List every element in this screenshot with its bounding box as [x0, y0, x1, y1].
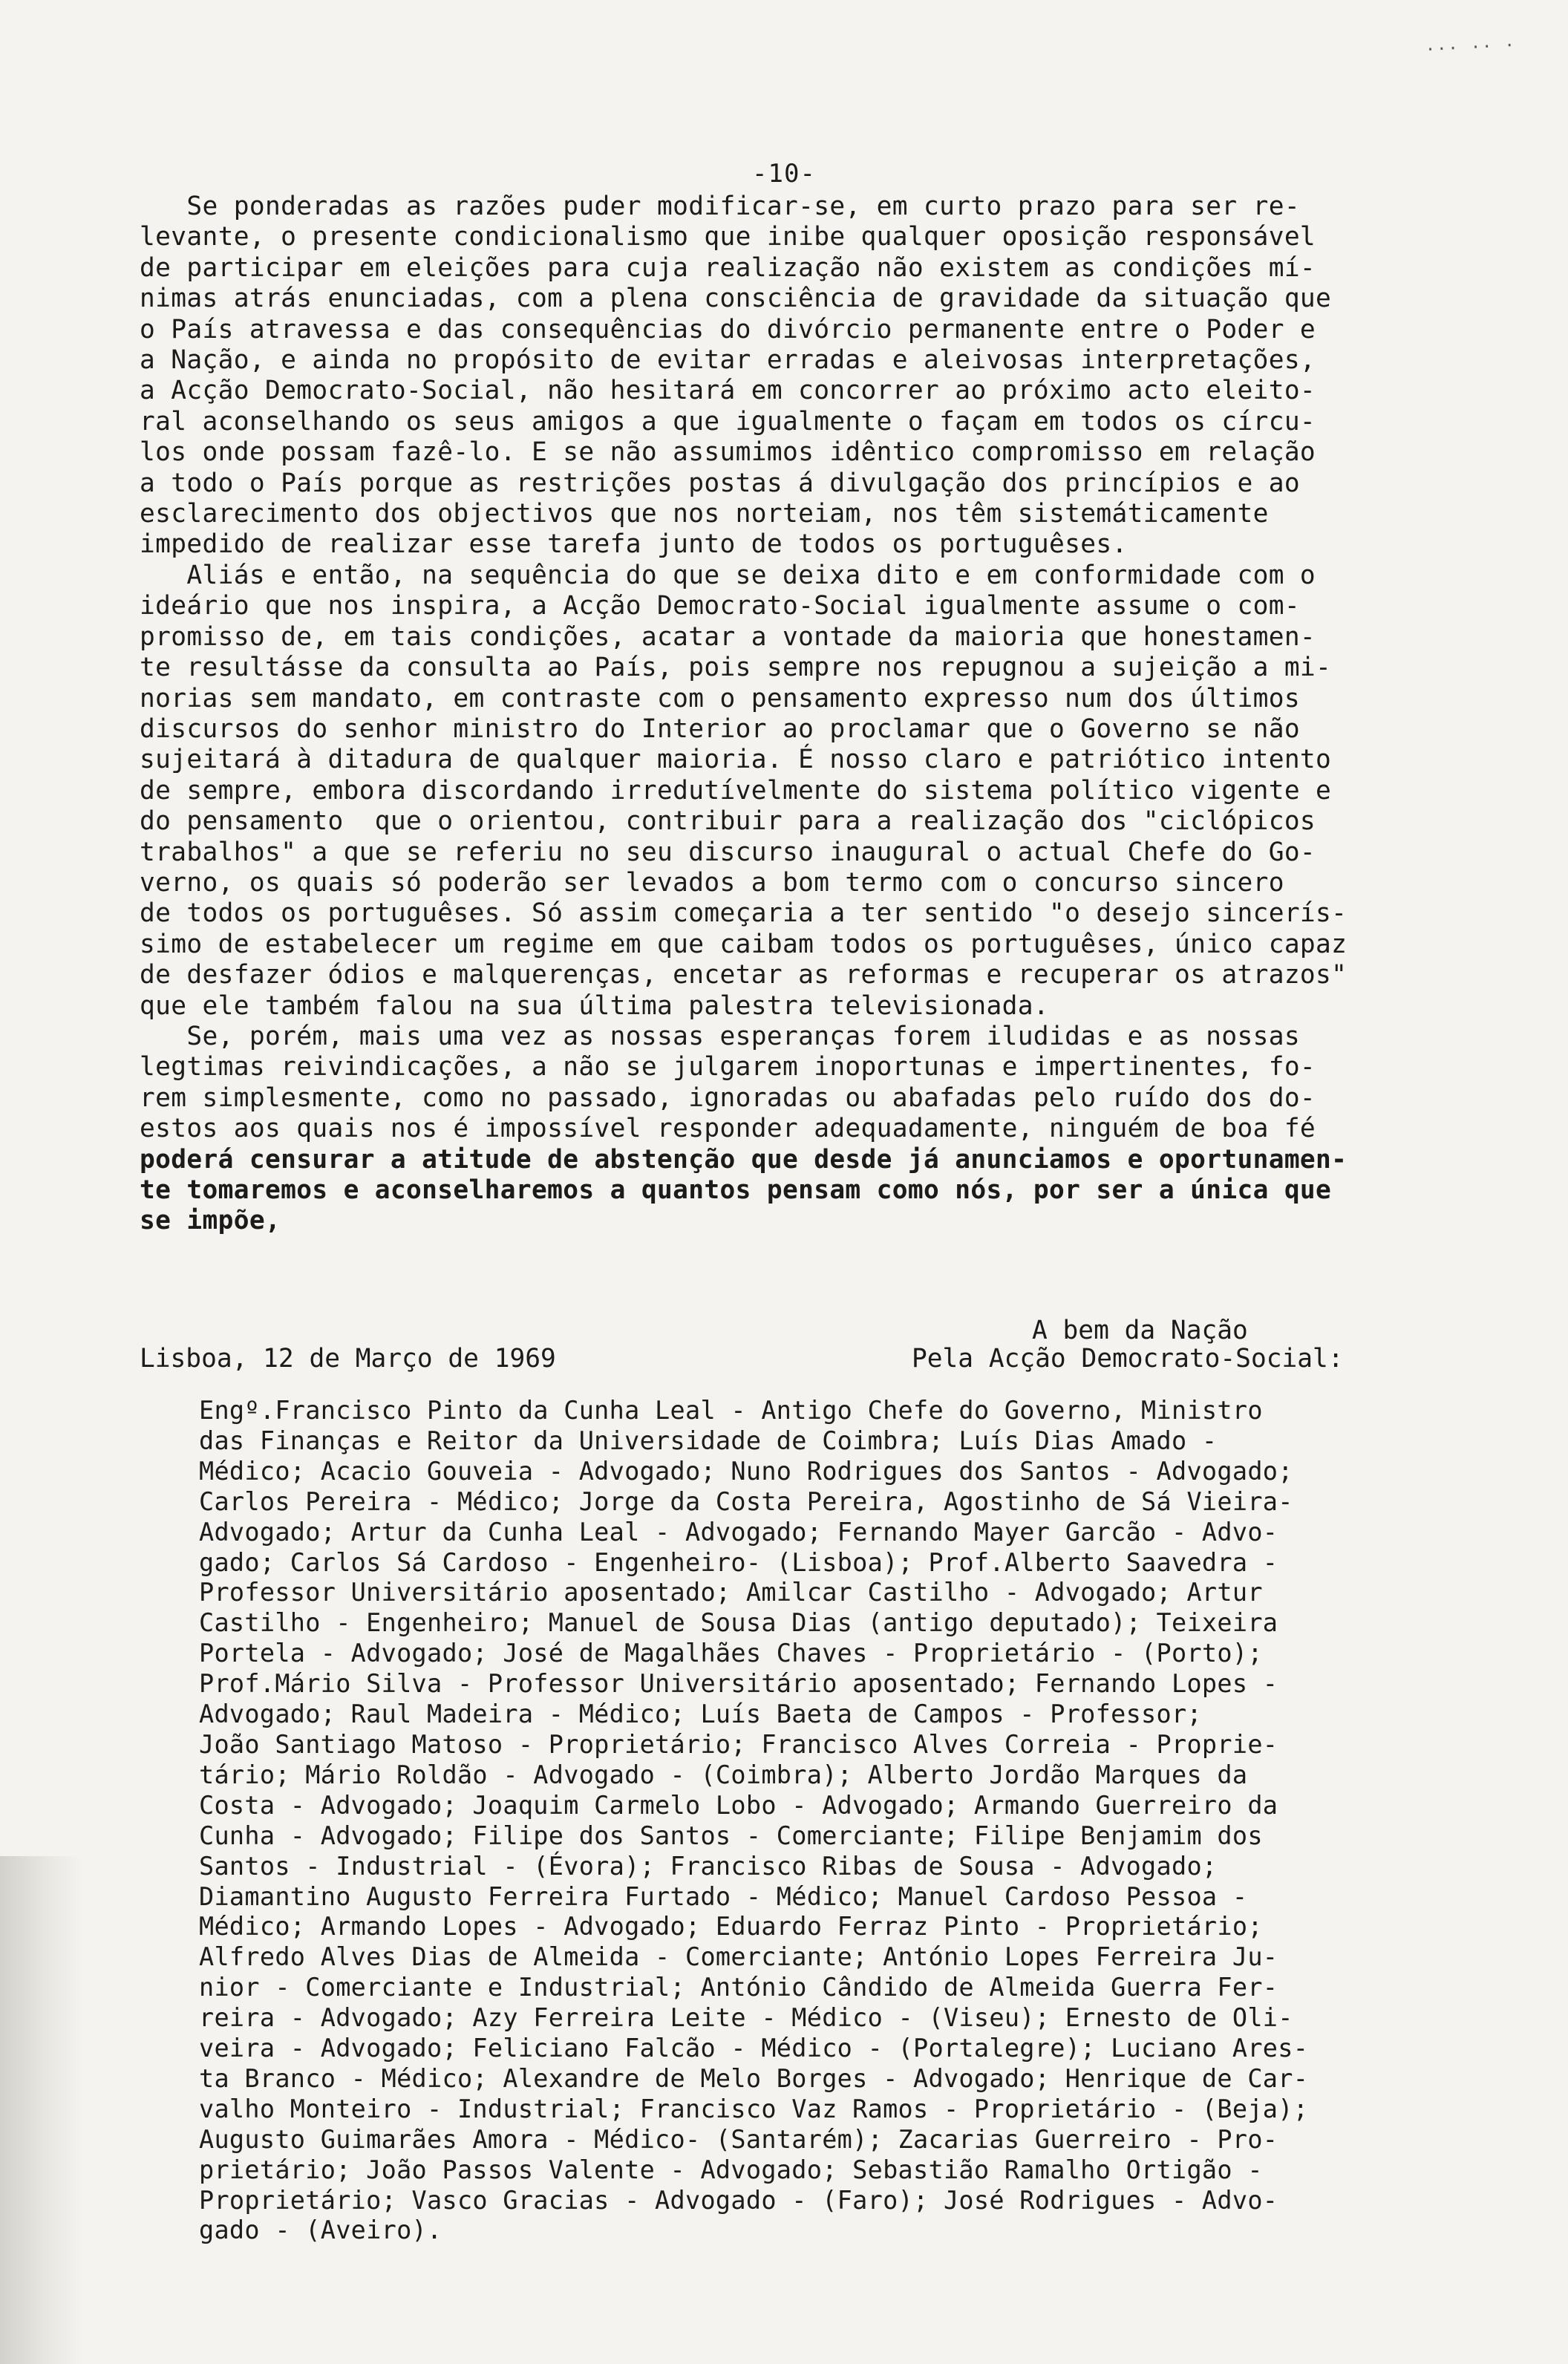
text-line: los onde possam fazê-lo. E se não assumimos idêntico compromisso em relação: [140, 437, 1316, 468]
text-line: simo de estabelecer um regime em que caibam todos os portuguêses, único capaz: [140, 929, 1348, 959]
text-line: de participar em eleições para cuja realização não existem as condições mí-: [140, 252, 1316, 283]
text-line: ideário que nos inspira, a Acção Democrato-Social igualmente assume o com-: [140, 591, 1300, 621]
bold-text-line: se impõe,: [140, 1206, 281, 1236]
text-line: Se ponderadas as razões puder modificar-se, em curto prazo para ser re-: [140, 192, 1300, 221]
text-line: sujeitará à ditadura de qualquer maioria. É nosso claro e patriótico intento: [140, 745, 1332, 775]
signed-by: Pela Acção Democrato-Social:: [912, 1344, 1344, 1374]
scan-shadow: [0, 1856, 82, 2364]
signatory-line: tário; Mário Roldão - Advogado - (Coimbra); Alberto Jordão Marques da: [199, 1760, 1248, 1789]
signatory-line: gado - (Aveiro).: [199, 2216, 442, 2245]
signatory-line: Proprietário; Vasco Gracias - Advogado - (Faro); José Rodrigues - Advo-: [199, 2185, 1278, 2215]
text-line: Se, porém, mais uma vez as nossas esperanças forem iludidas e as nossas: [140, 1021, 1300, 1051]
paragraph-2: [140, 561, 1469, 1022]
place-date: Lisboa, 12 de Março de 1969: [140, 1344, 556, 1374]
text-line: te resultásse da consulta ao País, pois sempre nos repugnou a sujeição a mi-: [140, 653, 1332, 683]
text-line: do pensamento que o orientou, contribuir para a realização dos "ciclópicos: [140, 806, 1316, 837]
text-line: trabalhos" a que se referiu no seu discurso inaugural o actual Chefe do Go-: [140, 837, 1316, 867]
corner-mark: ··· ·· ·: [1425, 36, 1517, 60]
closing-salutation: A bem da Nação: [1032, 1316, 1248, 1345]
page-number: -10-: [752, 159, 816, 189]
signatory-line: Prof.Mário Silva - Professor Universitário aposentado; Fernando Lopes -: [199, 1669, 1278, 1699]
paragraph-3: [140, 1022, 1469, 1237]
signatory-line: Diamantino Augusto Ferreira Furtado - Médico; Manuel Cardoso Pessoa -: [199, 1881, 1248, 1911]
signatory-line: Advogado; Raul Madeira - Médico; Luís Baeta de Campos - Professor;: [199, 1699, 1202, 1729]
signatory-line: Costa - Advogado; Joaquim Carmelo Lobo - Advogado; Armando Guerreiro da: [199, 1790, 1278, 1820]
text-line: ral aconselhando os seus amigos a que igualmente o façam em todos os círcu-: [140, 406, 1316, 437]
text-line: de sempre, embora discordando irredutívelmente do sistema político vigente e: [140, 775, 1332, 806]
signatory-line: Portela - Advogado; José de Magalhães Chaves - Proprietário - (Porto);: [199, 1639, 1263, 1668]
signatory-line: prietário; João Passos Valente - Advogado; Sebastião Ramalho Ortigão -: [199, 2155, 1263, 2184]
signatory-line: Médico; Armando Lopes - Advogado; Eduardo Ferraz Pinto - Proprietário;: [199, 1912, 1263, 1942]
text-line: Aliás e então, na sequência do que se deixa dito e em conformidade com o: [140, 560, 1316, 590]
signatory-line: Cunha - Advogado; Filipe dos Santos - Comerciante; Filipe Benjamim dos: [199, 1821, 1263, 1850]
text-line: esclarecimento dos objectivos que nos norteiam, nos têm sistemáticamente: [140, 499, 1269, 529]
text-line: promisso de, em tais condições, acatar a vontade da maioria que honestamen-: [140, 621, 1316, 652]
signatory-line: ta Branco - Médico; Alexandre de Melo Borges - Advogado; Henrique de Car-: [199, 2063, 1309, 2093]
signatory-line: reira - Advogado; Azy Ferreira Leite - Médico - (Viseu); Ernesto de Oli-: [199, 2003, 1293, 2033]
signatory-line: Advogado; Artur da Cunha Leal - Advogado; Fernando Mayer Garcão - Advo-: [199, 1517, 1278, 1547]
body-text: [140, 192, 1469, 1237]
signatory-line: Carlos Pereira - Médico; Jorge da Costa Pereira, Agostinho de Sá Vieira-: [199, 1486, 1293, 1516]
text-line: impedido de realizar esse tarefa junto de todos os portuguêses.: [140, 529, 1128, 560]
text-line: de desfazer ódios e malquerenças, encetar as reformas e recuperar os atrazos": [140, 960, 1348, 990]
paragraph-1: [140, 192, 1469, 561]
signatory-line: das Finanças e Reitor da Universidade de Coimbra; Luís Dias Amado -: [199, 1426, 1218, 1455]
signatory-line: Santos - Industrial - (Évora); Francisco Ribas de Sousa - Advogado;: [199, 1851, 1218, 1881]
text-line: levante, o presente condicionalismo que inibe qualquer oposição responsável: [140, 222, 1316, 252]
text-line: de todos os portuguêses. Só assim começaria a ter sentido "o desejo sincerís-: [140, 898, 1348, 929]
text-line: que ele também falou na sua última palestra televisionada.: [140, 990, 1050, 1021]
text-line: norias sem mandato, em contraste com o pensamento expresso num dos últimos: [140, 683, 1300, 714]
text-line: estos aos quais nos é impossível responder adequadamente, ninguém de boa fé: [140, 1114, 1316, 1144]
signatory-line: Alfredo Alves Dias de Almeida - Comerciante; António Lopes Ferreira Ju-: [199, 1942, 1278, 1972]
text-line: discursos do senhor ministro do Interior ao proclamar que o Governo se não: [140, 714, 1300, 744]
text-line: legtimas reivindicações, a não se julgarem inoportunas e impertinentes, fo-: [140, 1052, 1316, 1083]
signatory-line: Médico; Acacio Gouveia - Advogado; Nuno Rodrigues dos Santos - Advogado;: [199, 1456, 1293, 1486]
signatory-line: gado; Carlos Sá Cardoso - Engenheiro- (Lisboa); Prof.Alberto Saavedra -: [199, 1547, 1278, 1577]
signatory-line: Professor Universitário aposentado; Amilcar Castilho - Advogado; Artur: [199, 1578, 1263, 1607]
signatory-line: nior - Comerciante e Industrial; António Cândido de Almeida Guerra Fer-: [199, 1973, 1278, 2002]
text-line: rem simplesmente, como no passado, ignoradas ou abafadas pelo ruído dos do-: [140, 1083, 1316, 1113]
signatory-line: Augusto Guimarães Amora - Médico- (Santarém); Zacarias Guerreiro - Pro-: [199, 2124, 1278, 2154]
text-line: nimas atrás enunciadas, com a plena consciência de gravidade da situação que: [140, 284, 1332, 314]
text-line: a todo o País porque as restrições postas á divulgação dos princípios e ao: [140, 468, 1300, 498]
signatory-line: valho Monteiro - Industrial; Francisco Vaz Ramos - Proprietário - (Beja);: [199, 2094, 1309, 2123]
bold-text-line: te tomaremos e aconselharemos a quantos pensam como nós, por ser a única que: [140, 1175, 1332, 1205]
text-line: a Acção Democrato-Social, não hesitará em concorrer ao próximo acto eleito-: [140, 376, 1316, 406]
text-line: o País atravessa e das consequências do divórcio permanente entre o Poder e: [140, 314, 1316, 345]
bold-text-line: poderá censurar a atitude de abstenção que desde já anunciamos e oportunamen-: [140, 1144, 1348, 1175]
signatory-line: veira - Advogado; Feliciano Falcão - Médico - (Portalegre); Luciano Ares-: [199, 2034, 1309, 2063]
signatory-line: Engº.Francisco Pinto da Cunha Leal - Antigo Chefe do Governo, Ministro: [199, 1396, 1263, 1425]
signatory-line: João Santiago Matoso - Proprietário; Francisco Alves Correia - Proprie-: [199, 1729, 1278, 1759]
signatory-line: Castilho - Engenheiro; Manuel de Sousa Dias (antigo deputado); Teixeira: [199, 1608, 1278, 1638]
signatories-list: [199, 1396, 1491, 2246]
text-line: a Nação, e ainda no propósito de evitar erradas e aleivosas interpretações,: [140, 345, 1316, 376]
text-line: verno, os quais só poderão ser levados a bom termo com o concurso sincero: [140, 867, 1284, 898]
